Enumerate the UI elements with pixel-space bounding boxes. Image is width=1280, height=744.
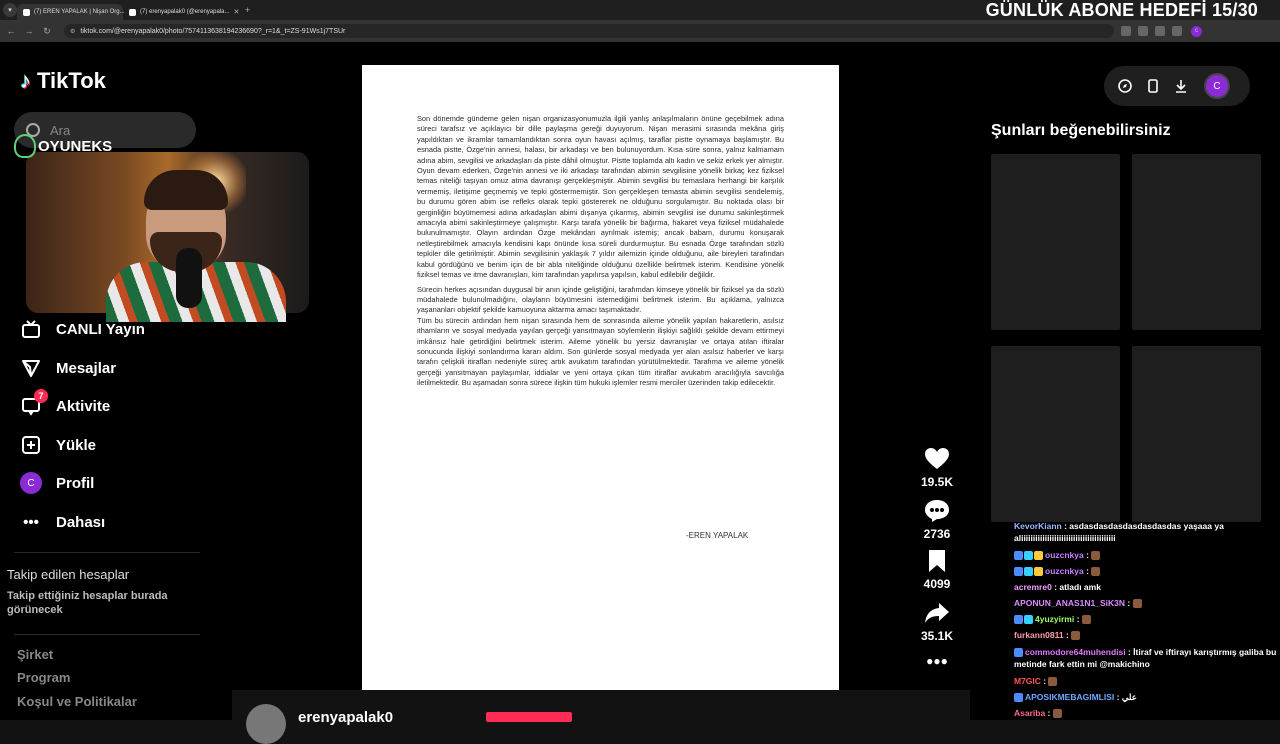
suggestion-thumbnail[interactable] <box>991 346 1120 522</box>
live-icon <box>20 318 42 340</box>
share-count: 35.1K <box>920 629 954 643</box>
heart-icon <box>922 446 952 472</box>
chat-message <box>1014 689 1280 705</box>
chat-text: : <box>1125 598 1133 608</box>
suggestions-title: Şunları beğenebilirsiniz <box>991 122 1171 139</box>
sidebar-divider <box>14 552 200 553</box>
back-icon[interactable]: ← <box>6 26 16 36</box>
chat-text: : atladı amk <box>1051 582 1101 592</box>
logo-text: TikTok <box>37 68 106 93</box>
chat-badge-icon <box>1014 567 1043 576</box>
activity-badge: 7 <box>34 389 48 403</box>
chat-text: : <box>1063 630 1072 640</box>
chat-text: : علي <box>1114 692 1137 702</box>
chat-emote-icon <box>1053 709 1062 718</box>
tab-title: (7) EREN YAPALAK | Nişan Org... <box>34 9 125 15</box>
bookmark-action[interactable] <box>918 548 956 591</box>
chat-message <box>1014 611 1280 627</box>
new-tab-icon[interactable]: + <box>245 5 251 15</box>
comment-icon <box>922 498 952 524</box>
chat-emote-icon <box>1091 567 1100 576</box>
statement-paragraph: Son dönemde gündeme gelen nişan organizasyonumuzla ilgili yanlış anlaşılmaların önüne geçebilmek adına süreci tarafsız ve açıklayıcı bir dille paylaşma gereği duyuyorum. Nişan merasimi sırasında mekâna giriş yapıldıktan ve ikramlar tamamlandıktan sonra oyun havası açılmış, taraflar pistte oynamaya başlamıştır. Bu esnada pistte, Özge'nin annesi, halası, bir arkadaşı ve ben bulunuyordum. Kısa süre sonra, yalnız kalmamam adına abim, sevgilisi ve arkadaşları da piste dâhil olmuştur. Pistte toplamda altı kadın ve sekiz erkek yer almıştır. Oyun devam ederken, Özge'nin annesi ve iki arkadaşı tarafından abimin sevgilisine yönelik birkaç kez fiziksel temas niteliği taşıyan omuz atma davranışı gerçekleşmiştir. Abimin sevgilisi bu temaslara herhangi bir karşılık vermemiş, iletişime geçmemiş ve tepki göstermemiştir. Son gerçekleşen temasta abimin sevgilisi sendelemiş, bu durumu gören abim ise refleks olarak tepki göstererek ne olduğunu sorgulamıştır. Bu noktada olası bir gerginliğin büyümemesi adına arkadaşları abimi dışarıya çıkarmış, abimin sevgilisi ise durumu sakinleştirmek amacıyla abimi sakinleştirmeye çalışmıştır. Karşı tarafa yönelik bir bağırma, hakaret veya fiziksel müdahalede bulunulmamıştır. Olayın ardından Özge mekândan ayrılmak istemiş; ancak babam, durumu konuşarak netleştirebilmek amacıyla kendisini kapı önünde kısa süreli durdurmuştur. Bu esnada Özge tarafından sözlü tepkiler dile getirilmiştir. Abimin sevgilisinin yaklaşık 7 yıldır ailemizin içinde olduğunu, aile bireyleri tarafından kabul gördüğünü ve benim için de bir abla niteliğinde olduğunu özellikle belirtmek isterim. Kendisine yönelik fiziksel temas ve itme davranışları, kim tarafından yapılırsa yapılsın, kabul edilebilir değildir. <box>417 114 784 280</box>
chat-emote-icon <box>1091 551 1100 560</box>
mobile-icon[interactable] <box>1146 79 1160 93</box>
share-icon <box>922 600 952 626</box>
nav-live[interactable] <box>20 318 145 340</box>
following-title: Takip edilen hesaplar <box>7 567 130 582</box>
nav-more[interactable] <box>20 511 105 533</box>
chat-message <box>1014 563 1280 579</box>
more-dots-icon: ●●● <box>926 654 948 668</box>
like-action[interactable] <box>918 446 956 489</box>
chat-username: furkann0811 <box>1014 630 1064 640</box>
download-icon[interactable] <box>1174 79 1188 93</box>
follow-button[interactable] <box>486 712 572 722</box>
upload-icon <box>20 434 42 456</box>
chat-emote-icon <box>1082 615 1091 624</box>
extensions-icon[interactable] <box>1172 26 1182 36</box>
nav-profile[interactable] <box>20 472 94 494</box>
chat-text: : <box>1074 614 1082 624</box>
chat-username: APONUN_ANAS1N1_SiK3N <box>1014 598 1126 608</box>
search-placeholder: Ara <box>50 122 71 138</box>
activity-icon <box>20 391 44 417</box>
browser-toolbar <box>0 20 1280 42</box>
chat-message <box>1014 643 1280 673</box>
chat-badge-icon <box>1014 648 1023 657</box>
chat-emote-icon <box>1071 631 1080 640</box>
watermark-text: OYUNEKS <box>38 137 113 155</box>
chat-text: : İtiraf ve iftirayı karıştırmış galiba bu metinde fark ettin mi @makichino <box>1014 647 1277 669</box>
chat-username: ouzcnkya <box>1045 550 1084 560</box>
nav-label: Dahası <box>56 513 106 531</box>
tiktok-favicon-icon <box>23 9 30 16</box>
chat-message <box>1014 705 1280 721</box>
share-action[interactable] <box>918 600 956 643</box>
forward-icon[interactable]: → <box>24 26 34 36</box>
statement-text <box>417 114 784 389</box>
webcam-hair <box>144 170 228 210</box>
footer-link-program[interactable]: Program <box>17 670 71 685</box>
chat-message <box>1014 595 1280 611</box>
chat-message <box>1014 627 1280 643</box>
reload-icon[interactable]: ↻ <box>43 25 51 36</box>
chat-text: : <box>1045 708 1053 718</box>
statement-paragraph: Sürecin herkes açısından duygusal bir anın içinde geliştiğini, tarafımdan kimseye yönelik bir fiziksel ya da sözlü müdahalede bulunulmadığını, olayların büyümesini istemediğimi belirtmek isterim. Bu açıklama, yalnızca yaşananları objektif şekilde kamuoyuna aktarma amacı taşımaktadır. <box>417 284 784 315</box>
suggestion-thumbnail[interactable] <box>1132 346 1261 522</box>
tiktok-favicon-icon <box>129 9 136 16</box>
streamer-webcam <box>26 152 309 313</box>
footer-link-terms[interactable]: Koşul ve Politikalar <box>17 694 137 709</box>
nav-label: Aktivite <box>56 397 111 415</box>
sidebar-divider <box>14 634 200 635</box>
chat-username: Asariba <box>1014 708 1046 718</box>
chat-message <box>1014 579 1280 595</box>
top-right-controls <box>1104 66 1250 106</box>
following-description: Takip ettiğiniz hesaplar burada görünecek <box>7 590 168 616</box>
chat-username: ouzcnkya <box>1045 566 1084 576</box>
chat-emote-icon <box>1133 599 1142 608</box>
translate-icon[interactable] <box>1121 26 1131 36</box>
chat-username: KevorKiann <box>1014 521 1062 531</box>
nav-upload[interactable] <box>20 434 96 456</box>
tab-search-icon[interactable]: ▾ <box>3 3 17 17</box>
chat-text: : <box>1083 550 1092 560</box>
oyuneks-watermark <box>14 134 112 158</box>
user-avatar[interactable]: C <box>1204 73 1230 99</box>
tab-close-icon[interactable]: ✕ <box>233 9 240 16</box>
post-info-bar <box>232 690 970 726</box>
like-count: 19.5K <box>920 475 954 489</box>
tiktok-logo[interactable] <box>20 68 106 94</box>
nav-label: CANLI Yayın <box>56 320 145 338</box>
more-options-action[interactable] <box>918 648 956 674</box>
chat-message <box>1014 517 1280 547</box>
bookmark-star-icon[interactable] <box>1155 26 1165 36</box>
chat-message <box>1014 673 1280 689</box>
chat-badge-icon <box>1014 615 1033 624</box>
url-text: tiktok.com/@erenyapalak0/photo/7574113638194236690?_r=1&_t=ZS-91Ws1j7TSUr <box>80 27 346 35</box>
author-username[interactable]: erenyapalak0 <box>298 709 394 726</box>
tiktok-note-icon: ♪ <box>20 68 31 93</box>
nav-label: Profil <box>56 474 95 492</box>
chat-text: : <box>1040 676 1049 686</box>
microphone <box>176 248 202 308</box>
browser-tab-active[interactable] <box>17 4 123 20</box>
chat-text: : asdasdasdasdasdasdasdas yaşaaa ya aliiiiiiiiiiiiiiiiiiiiiiiiiiiiiiiiiiiiiiii <box>1014 521 1224 543</box>
comment-action[interactable] <box>918 498 956 541</box>
site-info-icon[interactable]: ⚙ <box>70 28 76 35</box>
suggestion-thumbnail[interactable] <box>1132 154 1261 330</box>
profile-avatar: C <box>20 472 42 494</box>
messages-icon <box>20 357 42 379</box>
suggestion-thumbnail[interactable] <box>991 154 1120 330</box>
stream-chat-overlay <box>1014 517 1280 720</box>
chat-username: 4yuzyirmi <box>1035 614 1075 624</box>
browser-tab[interactable] <box>123 4 241 20</box>
chat-message <box>1014 547 1280 563</box>
chat-username: APOSIKMEBAGIMLISI <box>1025 692 1115 702</box>
post-photo-document[interactable] <box>362 65 839 690</box>
nav-activity[interactable] <box>20 391 111 417</box>
nav-label: Yükle <box>56 436 97 454</box>
bookmark-count: 4099 <box>923 577 951 591</box>
chat-username: M7GIC <box>1014 676 1041 686</box>
browser-profile-avatar[interactable]: c <box>1191 26 1202 37</box>
author-avatar[interactable] <box>246 704 286 744</box>
statement-signature: -EREN YAPALAK <box>686 531 749 540</box>
chat-text: : <box>1083 566 1092 576</box>
oyuneks-logo-icon <box>14 134 36 158</box>
address-bar[interactable] <box>64 24 1114 38</box>
chat-username: acremre0 <box>1014 582 1052 592</box>
compass-icon[interactable] <box>1118 79 1132 93</box>
chat-badge-icon <box>1014 693 1023 702</box>
stream-overlay-title: GÜNLÜK ABONE HEDEFİ 15/30 <box>985 0 1258 20</box>
tab-title: (7) erenyapalak0 (@erenyapala... <box>140 9 230 15</box>
chat-badge-icon <box>1014 551 1043 560</box>
nav-messages[interactable] <box>20 357 116 379</box>
bookmark-icon <box>922 548 952 574</box>
statement-paragraph: Tüm bu sürecin ardından hem nişan sırasında hem de sonrasında aileme yönelik yapılan hakaretlerin, asılsız ithamların ve sosyal medyada yayılan gerçeği yansıtmayan söylemlerin ilişkiyi sağlıklı şekilde devam ettirmeyi imkânsız hale getirdiğini belirtmek isterim. Aileme yönelik bu yersiz davranışlar ve ortaya atılan iftiralar sonucunda ilişkiyi sonlandırma kararı aldım. Son günlerde sosyal medyada yer alan asılsız haberler ve karşı tarafın çelişkili itirafları nedeniyle süreç artık avukatım tarafından yürütülmektedir. Tarafıma ve aileme yönelik gerçeği yansıtmayan paylaşımlar, iddialar ve yeni ortaya çıkan tüm itiraflar avukatım aracılığıyla savcılığa iletilmektedir. Bu aşamadan sonra sürece ilişkin tüm hukuki işlemler resmi merciler üzerinden takip edilecektir. <box>417 315 784 388</box>
footer-link-company[interactable]: Şirket <box>17 647 54 662</box>
chat-username: commodore64muhendisi <box>1025 647 1126 657</box>
more-icon: ••• <box>23 513 39 531</box>
comment-count: 2736 <box>923 527 951 541</box>
chat-emote-icon <box>1048 677 1057 686</box>
zoom-icon[interactable] <box>1138 26 1148 36</box>
nav-label: Mesajlar <box>56 359 117 377</box>
